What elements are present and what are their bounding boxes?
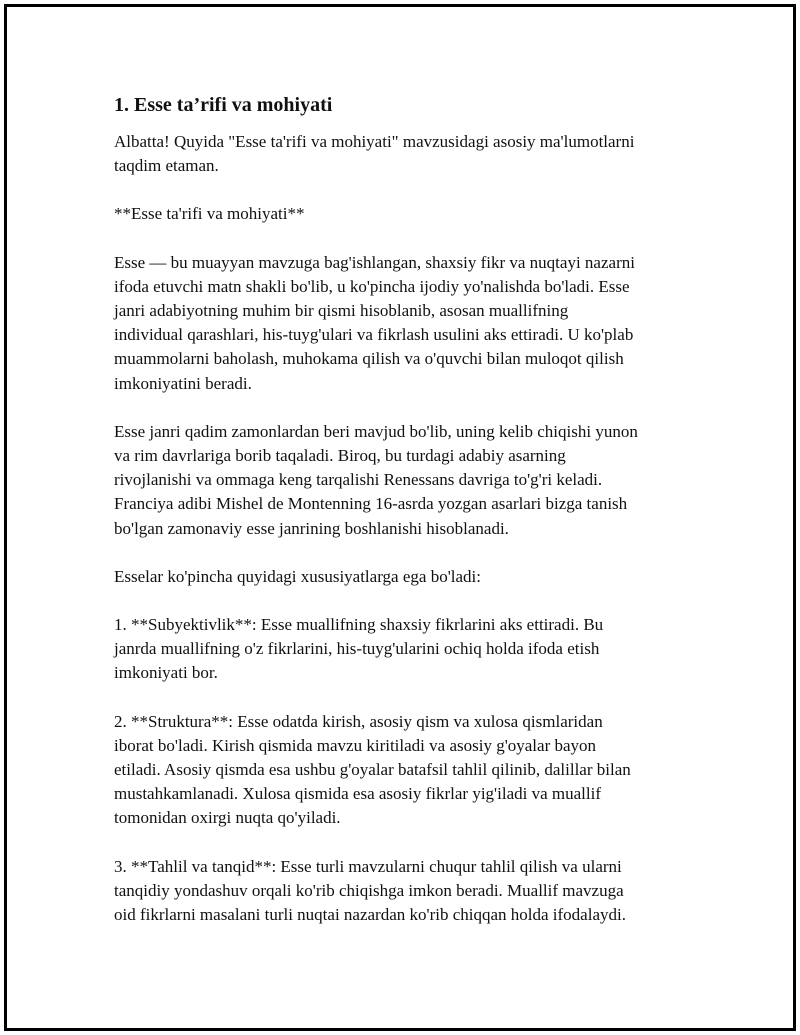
text-line: **Esse ta'rifi va mohiyati** [114,204,305,224]
text-line: janrda muallifning o'z fikrlarini, his-tuyg'ularini ochiq holda ifoda etish [114,639,600,659]
text-line: individual qarashlari, his-tuyg'ulari va fikrlash usulini aks ettiradi. U ko'plab [114,325,634,345]
text-line: etiladi. Asosiy qismda esa ushbu g'oyalar batafsil tahlil qilinib, dalillar bilan [114,760,631,780]
text-line: mustahkamlanadi. Xulosa qismida esa asosiy fikrlar yig'iladi va muallif [114,784,601,804]
text-line: imkoniyatini beradi. [114,373,252,393]
text-line: ifoda etuvchi matn shakli bo'lib, u ko'pincha ijodiy yo'nalishda bo'ladi. Esse [114,276,630,296]
paragraph-history [114,420,694,541]
paragraph-features-intro [114,565,694,589]
list-item-subjectivity [114,613,694,686]
text-line: 2. **Struktura**: Esse odatda kirish, asosiy qism va xulosa qismlaridan [114,711,603,731]
text-line: tanqidiy yondashuv orqali ko'rib chiqishga imkon beradi. Muallif mavzuga [114,880,624,900]
text-line: Albatta! Quyida "Esse ta'rifi va mohiyati" mavzusidagi asosiy ma'lumotlarni [114,132,635,151]
list-item-structure [114,710,694,831]
section-heading: 1. Esse ta’rifi va mohiyati [114,94,333,116]
paragraph-intro [114,130,694,178]
text-line: Esse janri qadim zamonlardan beri mavjud bo'lib, uning kelib chiqishi yunon [114,421,638,441]
paragraph-subheading [114,202,694,226]
text-line: rivojlanishi va ommaga keng tarqalishi Renessans davriga to'g'ri keladi. [114,470,603,490]
list-item-analysis [114,855,694,928]
text-line: muammolarni baholash, muhokama qilish va o'quvchi bilan muloqot qilish [114,349,624,369]
text-line: Esse — bu muayyan mavzuga bag'ishlangan, shaxsiy fikr va nuqtayi nazarni [114,252,635,272]
text-line: 3. **Tahlil va tanqid**: Esse turli mavzularni chuqur tahlil qilish va ularni [114,856,622,876]
text-line: imkoniyati bor. [114,663,218,683]
document-body [114,92,694,951]
text-line: va rim davrlariga borib taqaladi. Biroq, bu turdagi adabiy asarning [114,446,566,466]
text-line: oid fikrlarni masalani turli nuqtai nazardan ko'rib chiqqan holda ifodalaydi. [114,905,626,925]
text-line: Esselar ko'pincha quyidagi xususiyatlarga ega bo'ladi: [114,566,481,586]
text-line: taqdim etaman. [114,156,219,176]
paragraph-definition [114,251,694,396]
text-line: janri adabiyotning muhim bir qismi hisoblanib, asosan muallifning [114,301,569,321]
text-line: Franciya adibi Mishel de Montenning 16-asrda yozgan asarlari bizga tanish [114,494,628,514]
text-line: tomonidan oxirgi nuqta qo'yiladi. [114,808,341,828]
text-line: bo'lgan zamonaviy esse janrining boshlanishi hisoblanadi. [114,518,509,538]
text-line: 1. **Subyektivlik**: Esse muallifning shaxsiy fikrlarini aks ettiradi. Bu [114,615,604,635]
text-line: iborat bo'ladi. Kirish qismida mavzu kiritiladi va asosiy g'oyalar bayon [114,735,597,755]
